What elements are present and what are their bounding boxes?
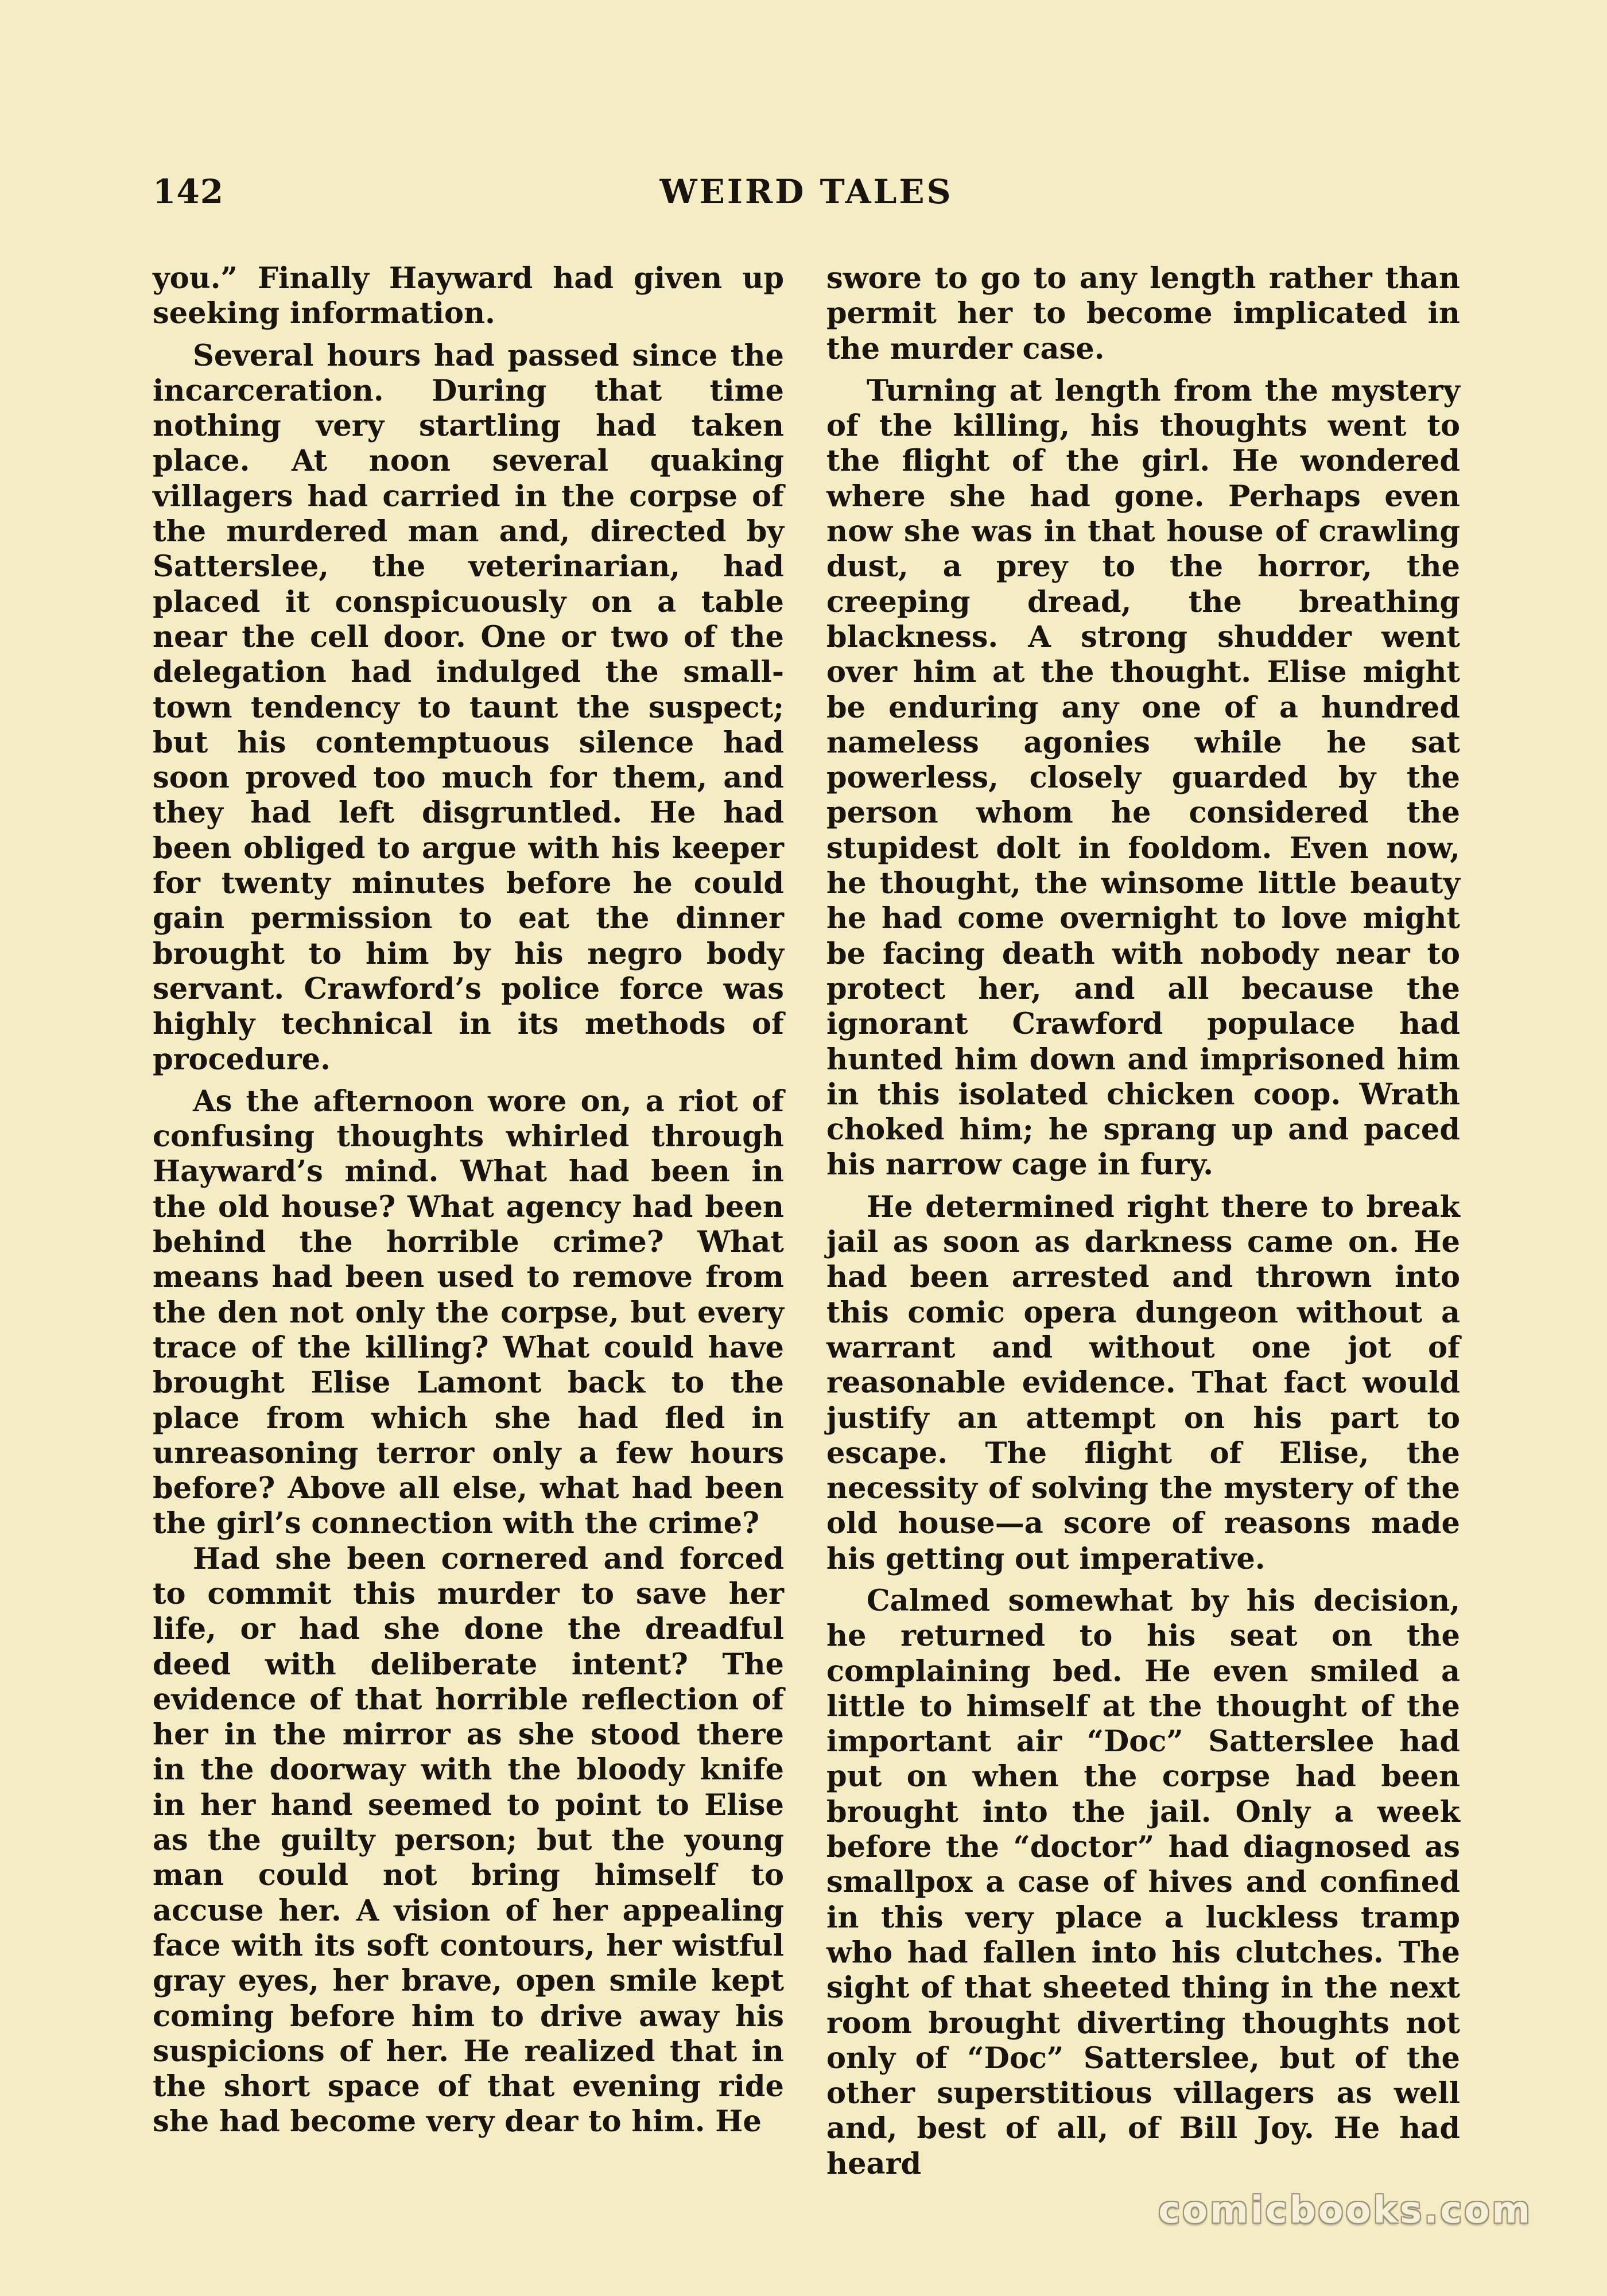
paragraph: Calmed somewhat by his decision, he returned to his seat on the complaining bed. He even smiled a little to himself at the thought of the important air “Doc” Satterslee had put on when the corpse had been brought into the jail. Only a week before the “doctor” had diagnosed as smallpox a case of hives and confined in this very place a luckless tramp who had fallen into his clutches. The sight of that sheeted thing in the next room brought diverting thoughts not only of “Doc” Satterslee, but of the other superstitious villagers as well and, best of all, of Bill Joy. He had heard [826,1583,1460,2181]
paragraph: Several hours had passed since the incarceration. During that time nothing very startling had taken place. At noon several quaking villagers had carried in the corpse of the murdered man and, directed by Satterslee, the veterinarian, had placed it conspicuously on a table near the cell door. One or two of the delegation had indulged the small-town tendency to taunt the suspect; but his contemptuous silence had soon proved too much for them, and they had left disgruntled. He had been obliged to argue with his keeper for twenty minutes before he could gain permission to eat the dinner brought to him by his negro body servant. Crawford’s police force was highly technical in its methods of procedure. [153,338,784,1077]
left-column [153,261,784,2140]
paragraph: Had she been cornered and forced to commit this murder to save her life, or had she done the dreadful deed with deliberate intent? The evidence of that horrible reflection of her in the mirror as she stood there in the doorway with the bloody knife in her hand seemed to point to Elise as the guilty person; but the young man could not bring himself to accuse her. A vision of her appealing face with its soft contours, her wistful gray eyes, her brave, open smile kept coming before him to drive away his suspicions of her. He realized that in the short space of that evening ride she had become very dear to him. He [153,1541,784,2139]
paragraph: He determined right there to break jail as soon as darkness came on. He had been arrested and thrown into this comic opera dungeon without a warrant and without one jot of reasonable evidence. That fact would justify an attempt on his part to escape. The flight of Elise, the necessity of solving the mystery of the old house—a score of reasons made his getting out imperative. [826,1189,1460,1576]
paragraph: you.” Finally Hayward had given up seeking information. [153,261,784,331]
paragraph: As the afternoon wore on, a riot of confusing thoughts whirled through Hayward’s mind. What had been in the old house? What agency had been behind the horrible crime? What means had been used to remove from the den not only the corpse, but every trace of the killing? What could have brought Elise Lamont back to the place from which she had fled in unreasoning terror only a few hours before? Above all else, what had been the girl’s connection with the crime? [153,1084,784,1541]
site-watermark: comicbooks.com [1158,2189,1532,2232]
running-head: WEIRD TALES [659,172,953,211]
right-column [826,261,1460,2182]
paragraph: Turning at length from the mystery of the killing, his thoughts went to the flight of the girl. He wondered where she had gone. Perhaps even now she was in that house of crawling dust, a prey to the horror, the creeping dread, the breathing blackness. A strong shudder went over him at the thought. Elise might be enduring any one of a hundred nameless agonies while he sat powerless, closely guarded by the person whom he considered the stupidest dolt in fooldom. Even now, he thought, the winsome little beauty he had come overnight to love might be facing death with nobody near to protect her, and all because the ignorant Crawford populace had hunted him down and imprisoned him in this isolated chicken coop. Wrath choked him; he sprang up and paced his narrow cage in fury. [826,373,1460,1182]
page-number: 142 [153,172,224,211]
page-header [153,172,1460,218]
paragraph: swore to go to any length rather than permit her to become implicated in the murder case. [826,261,1460,366]
